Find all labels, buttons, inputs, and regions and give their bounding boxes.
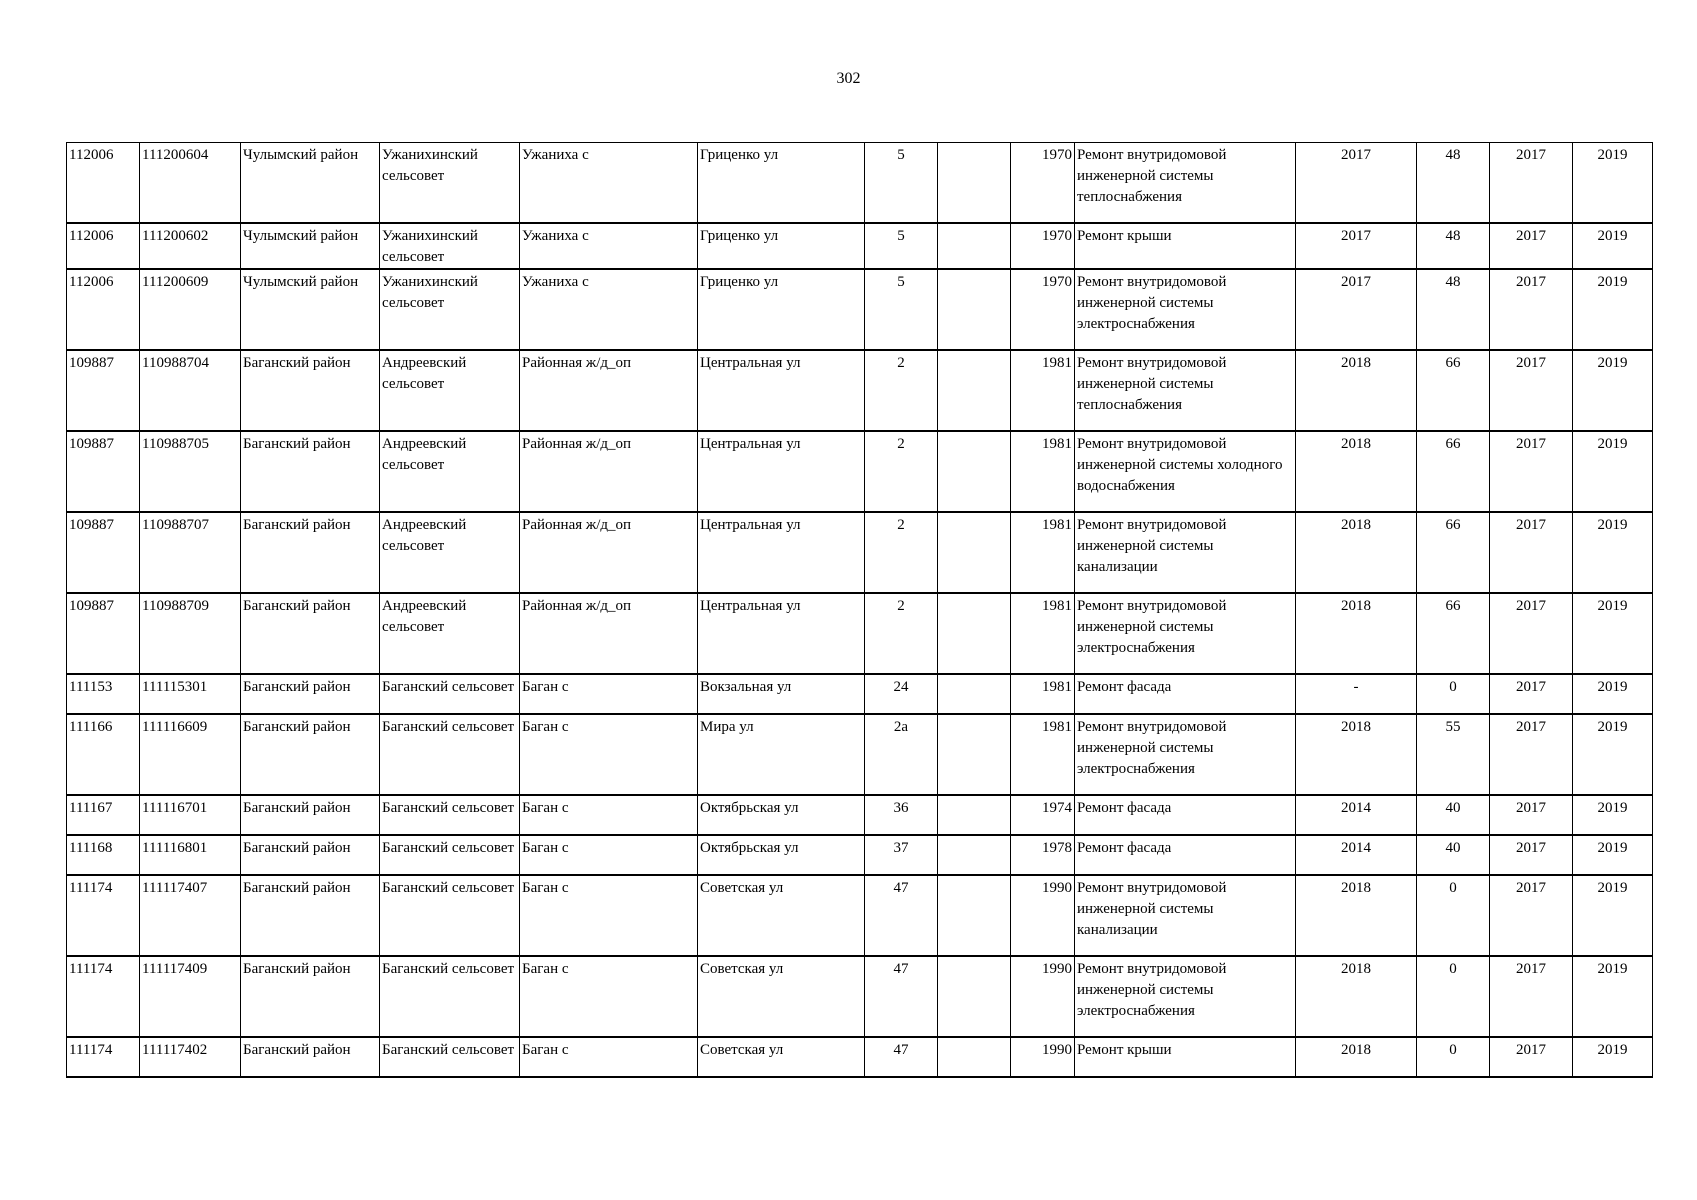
cell-empty-cell	[938, 674, 1011, 714]
cell-settlement: Баган с	[520, 835, 698, 875]
cell-object-id: 112006	[67, 269, 140, 350]
cell-object-id: 112006	[67, 223, 140, 269]
table-row	[67, 875, 1653, 956]
cell-empty-cell	[938, 795, 1011, 835]
cell-settlement-council: Андреевский сельсовет	[380, 431, 520, 512]
cell-house-number: 47	[865, 1037, 938, 1077]
cell-settlement-council: Баганский сельсовет	[380, 714, 520, 795]
cell-empty-cell	[938, 593, 1011, 674]
cell-wear-percent: 66	[1417, 350, 1490, 431]
table-row	[67, 512, 1653, 593]
cell-house-number: 36	[865, 795, 938, 835]
cell-plan-start-year: 2017	[1490, 875, 1573, 956]
cell-plan-end-year: 2019	[1573, 795, 1653, 835]
table-row	[67, 350, 1653, 431]
cell-build-year: 1981	[1011, 674, 1075, 714]
cell-work-id: 110988707	[140, 512, 241, 593]
cell-work-id: 111117402	[140, 1037, 241, 1077]
cell-house-number: 2	[865, 512, 938, 593]
cell-house-number: 24	[865, 674, 938, 714]
cell-house-number: 47	[865, 956, 938, 1037]
cell-plan-start-year: 2017	[1490, 431, 1573, 512]
cell-district: Чулымский район	[241, 269, 380, 350]
cell-wear-percent: 48	[1417, 269, 1490, 350]
cell-last-repair-year: 2018	[1296, 431, 1417, 512]
cell-plan-end-year: 2019	[1573, 835, 1653, 875]
cell-district: Баганский район	[241, 835, 380, 875]
cell-object-id: 111168	[67, 835, 140, 875]
cell-build-year: 1990	[1011, 956, 1075, 1037]
cell-wear-percent: 66	[1417, 512, 1490, 593]
cell-work-type: Ремонт крыши	[1075, 1037, 1296, 1077]
cell-work-id: 110988705	[140, 431, 241, 512]
cell-settlement: Баган с	[520, 956, 698, 1037]
table-row	[67, 956, 1653, 1037]
cell-settlement-council: Баганский сельсовет	[380, 956, 520, 1037]
cell-last-repair-year: 2018	[1296, 593, 1417, 674]
cell-district: Баганский район	[241, 593, 380, 674]
cell-build-year: 1970	[1011, 269, 1075, 350]
cell-plan-end-year: 2019	[1573, 143, 1653, 224]
cell-wear-percent: 40	[1417, 795, 1490, 835]
cell-settlement: Баган с	[520, 674, 698, 714]
cell-house-number: 2	[865, 593, 938, 674]
cell-wear-percent: 0	[1417, 875, 1490, 956]
cell-last-repair-year: 2018	[1296, 714, 1417, 795]
cell-last-repair-year: -	[1296, 674, 1417, 714]
table-row	[67, 795, 1653, 835]
cell-street: Центральная ул	[698, 512, 865, 593]
cell-build-year: 1974	[1011, 795, 1075, 835]
cell-settlement-council: Ужанихинский сельсовет	[380, 223, 520, 269]
cell-work-type: Ремонт внутридомовой инженерной системы электроснабжения	[1075, 956, 1296, 1037]
table-row	[67, 143, 1653, 224]
table-row	[67, 674, 1653, 714]
cell-empty-cell	[938, 269, 1011, 350]
cell-plan-start-year: 2017	[1490, 956, 1573, 1037]
cell-settlement-council: Андреевский сельсовет	[380, 593, 520, 674]
cell-plan-start-year: 2017	[1490, 223, 1573, 269]
cell-work-id: 111200609	[140, 269, 241, 350]
cell-work-type: Ремонт внутридомовой инженерной системы холодного водоснабжения	[1075, 431, 1296, 512]
cell-wear-percent: 66	[1417, 431, 1490, 512]
cell-last-repair-year: 2014	[1296, 795, 1417, 835]
cell-wear-percent: 66	[1417, 593, 1490, 674]
cell-plan-start-year: 2017	[1490, 350, 1573, 431]
cell-object-id: 111153	[67, 674, 140, 714]
cell-house-number: 47	[865, 875, 938, 956]
cell-plan-end-year: 2019	[1573, 431, 1653, 512]
cell-work-type: Ремонт внутридомовой инженерной системы канализации	[1075, 875, 1296, 956]
cell-house-number: 2	[865, 431, 938, 512]
cell-work-type: Ремонт внутридомовой инженерной системы канализации	[1075, 512, 1296, 593]
cell-plan-start-year: 2017	[1490, 795, 1573, 835]
cell-last-repair-year: 2018	[1296, 1037, 1417, 1077]
cell-work-id: 110988709	[140, 593, 241, 674]
cell-work-id: 111117409	[140, 956, 241, 1037]
repair-registry-table	[66, 142, 1653, 1078]
cell-plan-end-year: 2019	[1573, 875, 1653, 956]
cell-build-year: 1981	[1011, 350, 1075, 431]
cell-work-type: Ремонт фасада	[1075, 674, 1296, 714]
cell-settlement-council: Баганский сельсовет	[380, 875, 520, 956]
table-row	[67, 223, 1653, 269]
cell-district: Баганский район	[241, 795, 380, 835]
cell-settlement-council: Ужанихинский сельсовет	[380, 143, 520, 224]
cell-plan-start-year: 2017	[1490, 269, 1573, 350]
cell-empty-cell	[938, 223, 1011, 269]
cell-plan-end-year: 2019	[1573, 512, 1653, 593]
cell-plan-end-year: 2019	[1573, 1037, 1653, 1077]
cell-plan-start-year: 2017	[1490, 835, 1573, 875]
cell-wear-percent: 0	[1417, 674, 1490, 714]
cell-object-id: 109887	[67, 593, 140, 674]
cell-street: Гриценко ул	[698, 269, 865, 350]
cell-plan-start-year: 2017	[1490, 143, 1573, 224]
table-row	[67, 835, 1653, 875]
table-row	[67, 431, 1653, 512]
cell-street: Советская ул	[698, 1037, 865, 1077]
cell-object-id: 111166	[67, 714, 140, 795]
cell-settlement: Районная ж/д_оп	[520, 350, 698, 431]
cell-house-number: 2а	[865, 714, 938, 795]
cell-last-repair-year: 2017	[1296, 269, 1417, 350]
cell-district: Чулымский район	[241, 223, 380, 269]
cell-object-id: 112006	[67, 143, 140, 224]
cell-object-id: 109887	[67, 431, 140, 512]
cell-build-year: 1981	[1011, 431, 1075, 512]
cell-plan-start-year: 2017	[1490, 1037, 1573, 1077]
cell-settlement: Районная ж/д_оп	[520, 512, 698, 593]
cell-street: Гриценко ул	[698, 223, 865, 269]
cell-work-type: Ремонт внутридомовой инженерной системы электроснабжения	[1075, 593, 1296, 674]
cell-district: Баганский район	[241, 431, 380, 512]
cell-house-number: 37	[865, 835, 938, 875]
cell-last-repair-year: 2014	[1296, 835, 1417, 875]
cell-settlement-council: Андреевский сельсовет	[380, 350, 520, 431]
cell-house-number: 5	[865, 223, 938, 269]
cell-settlement-council: Андреевский сельсовет	[380, 512, 520, 593]
cell-plan-start-year: 2017	[1490, 674, 1573, 714]
cell-wear-percent: 0	[1417, 1037, 1490, 1077]
cell-street: Советская ул	[698, 956, 865, 1037]
cell-house-number: 5	[865, 143, 938, 224]
cell-street: Октябрьская ул	[698, 795, 865, 835]
cell-empty-cell	[938, 350, 1011, 431]
cell-street: Мира ул	[698, 714, 865, 795]
table-row	[67, 269, 1653, 350]
cell-object-id: 111174	[67, 875, 140, 956]
cell-settlement: Баган с	[520, 795, 698, 835]
cell-object-id: 109887	[67, 350, 140, 431]
cell-wear-percent: 48	[1417, 143, 1490, 224]
cell-object-id: 111174	[67, 1037, 140, 1077]
cell-empty-cell	[938, 431, 1011, 512]
cell-settlement: Районная ж/д_оп	[520, 431, 698, 512]
cell-settlement: Районная ж/д_оп	[520, 593, 698, 674]
cell-district: Баганский район	[241, 350, 380, 431]
cell-build-year: 1981	[1011, 714, 1075, 795]
page-number: 302	[836, 70, 861, 87]
cell-empty-cell	[938, 956, 1011, 1037]
cell-district: Баганский район	[241, 714, 380, 795]
table-body	[67, 143, 1653, 1078]
cell-object-id: 111167	[67, 795, 140, 835]
cell-street: Октябрьская ул	[698, 835, 865, 875]
cell-empty-cell	[938, 714, 1011, 795]
cell-work-type: Ремонт внутридомовой инженерной системы теплоснабжения	[1075, 350, 1296, 431]
table-row	[67, 1037, 1653, 1077]
cell-settlement: Баган с	[520, 714, 698, 795]
cell-house-number: 2	[865, 350, 938, 431]
cell-build-year: 1990	[1011, 1037, 1075, 1077]
cell-plan-start-year: 2017	[1490, 512, 1573, 593]
cell-wear-percent: 55	[1417, 714, 1490, 795]
cell-plan-end-year: 2019	[1573, 593, 1653, 674]
cell-last-repair-year: 2018	[1296, 956, 1417, 1037]
cell-build-year: 1981	[1011, 512, 1075, 593]
cell-district: Чулымский район	[241, 143, 380, 224]
cell-settlement: Баган с	[520, 875, 698, 956]
cell-wear-percent: 40	[1417, 835, 1490, 875]
cell-build-year: 1981	[1011, 593, 1075, 674]
cell-district: Баганский район	[241, 875, 380, 956]
cell-work-id: 111116701	[140, 795, 241, 835]
cell-settlement-council: Баганский сельсовет	[380, 795, 520, 835]
cell-work-id: 111117407	[140, 875, 241, 956]
cell-empty-cell	[938, 512, 1011, 593]
cell-last-repair-year: 2018	[1296, 512, 1417, 593]
cell-district: Баганский район	[241, 956, 380, 1037]
cell-plan-end-year: 2019	[1573, 956, 1653, 1037]
cell-street: Советская ул	[698, 875, 865, 956]
cell-plan-end-year: 2019	[1573, 350, 1653, 431]
table-row	[67, 714, 1653, 795]
cell-plan-start-year: 2017	[1490, 714, 1573, 795]
cell-work-id: 111116609	[140, 714, 241, 795]
table-row	[67, 593, 1653, 674]
cell-street: Центральная ул	[698, 431, 865, 512]
cell-empty-cell	[938, 143, 1011, 224]
cell-last-repair-year: 2017	[1296, 143, 1417, 224]
cell-build-year: 1990	[1011, 875, 1075, 956]
cell-work-id: 111200604	[140, 143, 241, 224]
cell-settlement: Ужаниха с	[520, 143, 698, 224]
cell-work-type: Ремонт крыши	[1075, 223, 1296, 269]
cell-build-year: 1978	[1011, 835, 1075, 875]
cell-work-type: Ремонт фасада	[1075, 835, 1296, 875]
cell-plan-end-year: 2019	[1573, 223, 1653, 269]
cell-last-repair-year: 2017	[1296, 223, 1417, 269]
cell-plan-end-year: 2019	[1573, 269, 1653, 350]
cell-work-type: Ремонт внутридомовой инженерной системы теплоснабжения	[1075, 143, 1296, 224]
cell-plan-end-year: 2019	[1573, 714, 1653, 795]
cell-district: Баганский район	[241, 1037, 380, 1077]
cell-district: Баганский район	[241, 512, 380, 593]
cell-wear-percent: 0	[1417, 956, 1490, 1037]
cell-object-id: 109887	[67, 512, 140, 593]
cell-settlement: Ужаниха с	[520, 223, 698, 269]
cell-build-year: 1970	[1011, 223, 1075, 269]
cell-build-year: 1970	[1011, 143, 1075, 224]
cell-settlement: Ужаниха с	[520, 269, 698, 350]
cell-plan-end-year: 2019	[1573, 674, 1653, 714]
cell-last-repair-year: 2018	[1296, 350, 1417, 431]
cell-plan-start-year: 2017	[1490, 593, 1573, 674]
cell-street: Гриценко ул	[698, 143, 865, 224]
cell-settlement-council: Баганский сельсовет	[380, 835, 520, 875]
cell-work-id: 111116801	[140, 835, 241, 875]
cell-work-type: Ремонт внутридомовой инженерной системы электроснабжения	[1075, 714, 1296, 795]
cell-street: Центральная ул	[698, 593, 865, 674]
cell-empty-cell	[938, 1037, 1011, 1077]
cell-work-type: Ремонт внутридомовой инженерной системы электроснабжения	[1075, 269, 1296, 350]
cell-settlement-council: Ужанихинский сельсовет	[380, 269, 520, 350]
cell-work-id: 110988704	[140, 350, 241, 431]
cell-street: Центральная ул	[698, 350, 865, 431]
cell-work-type: Ремонт фасада	[1075, 795, 1296, 835]
cell-house-number: 5	[865, 269, 938, 350]
cell-empty-cell	[938, 875, 1011, 956]
cell-work-id: 111115301	[140, 674, 241, 714]
cell-object-id: 111174	[67, 956, 140, 1037]
cell-empty-cell	[938, 835, 1011, 875]
cell-work-id: 111200602	[140, 223, 241, 269]
cell-settlement-council: Баганский сельсовет	[380, 674, 520, 714]
cell-last-repair-year: 2018	[1296, 875, 1417, 956]
cell-settlement: Баган с	[520, 1037, 698, 1077]
cell-street: Вокзальная ул	[698, 674, 865, 714]
cell-settlement-council: Баганский сельсовет	[380, 1037, 520, 1077]
cell-wear-percent: 48	[1417, 223, 1490, 269]
cell-district: Баганский район	[241, 674, 380, 714]
